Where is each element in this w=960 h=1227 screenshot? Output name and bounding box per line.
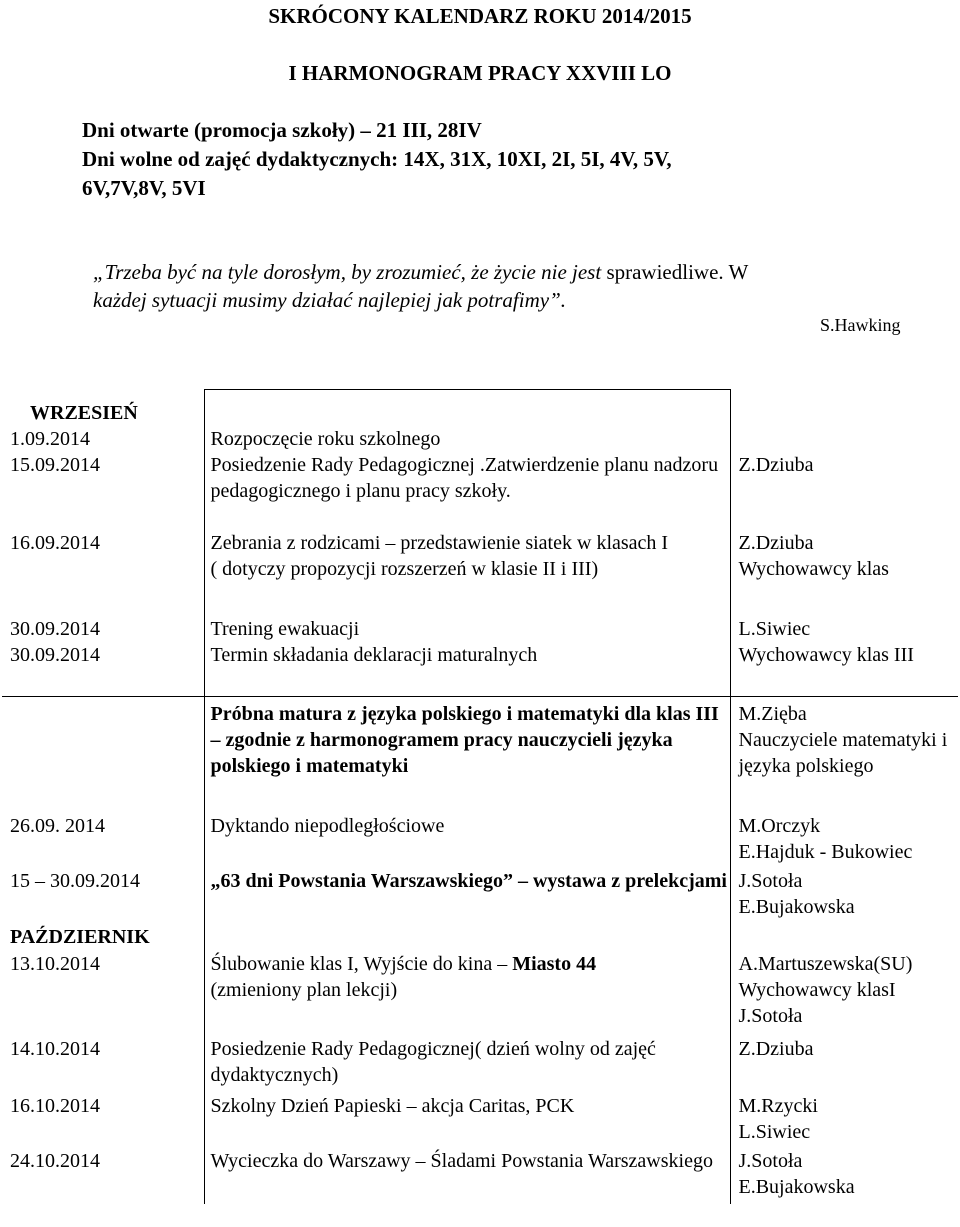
open-days-line: Dni otwarte (promocja szkoły) – 21 III, 28IV — [82, 118, 482, 142]
page-subtitle: I HARMONOGRAM PRACY XXVIII LO — [288, 61, 672, 85]
row-person: Z.Dziuba — [738, 1037, 814, 1060]
table-row — [2, 1093, 958, 1148]
free-days-line-1: Dni wolne od zajęć dydaktycznych: 14X, 31X, 10XI, 2I, 5I, 4V, 5V, — [82, 147, 672, 171]
quote-part-3: każdej sytuacji musimy działać najlepiej jak potrafimy”. — [93, 288, 567, 312]
table-row — [2, 868, 958, 924]
quote-part-1: „Trzeba być na tyle dorosłym, by zrozumieć, że życie nie jest — [93, 260, 602, 284]
row-event: Szkolny Dzień Papieski – akcja Caritas, PCK — [204, 1093, 730, 1148]
month-september: WRZESIEŃ — [30, 401, 138, 424]
row-event: Próbna matura z języka polskiego i matematyki dla klas III – zgodnie z harmonogramem pracy nauczycieli języka polskiego i matematyki — [204, 697, 730, 813]
row-event: „63 dni Powstania Warszawskiego” – wystawa z prelekcjami — [204, 868, 730, 924]
quote — [93, 258, 913, 314]
row-person: Z.Dziuba Wychowawcy klas — [738, 531, 889, 580]
table-row — [2, 1036, 958, 1093]
row-date: 1.09.2014 — [10, 427, 90, 450]
quote-author: S.Hawking — [820, 315, 901, 335]
row-event: Wycieczka do Warszawy – Śladami Powstania Warszawskiego — [204, 1148, 730, 1204]
row-event — [204, 951, 730, 1036]
table-row — [2, 426, 958, 452]
row-event: Posiedzenie Rady Pedagogicznej .Zatwierdzenie planu nadzoru pedagogicznego i planu pracy szkoły. — [204, 452, 730, 530]
row-person: Wychowawcy klas III — [738, 643, 914, 666]
row-event-movie: Miasto 44 — [512, 952, 597, 975]
row-date: 15.09.2014 — [10, 453, 100, 476]
row-date: 30.09.2014 — [10, 617, 100, 640]
row-person: A.Martuszewska(SU) Wychowawcy klasI J.Sotoła — [738, 952, 913, 1027]
row-date: 13.10.2014 — [10, 952, 100, 975]
row-date: 15 – 30.09.2014 — [10, 869, 140, 892]
table-row — [2, 1148, 958, 1204]
row-date: 24.10.2014 — [10, 1149, 100, 1172]
row-event: Termin składania deklaracji maturalnych — [204, 642, 730, 697]
row-date: 14.10.2014 — [10, 1037, 100, 1060]
month-october: PAŹDZIERNIK — [10, 925, 150, 948]
page-title: SKRÓCONY KALENDARZ ROKU 2014/2015 — [268, 4, 692, 28]
row-person: J.Sotoła E.Bujakowska — [738, 1149, 855, 1198]
row-date: 16.09.2014 — [10, 531, 100, 554]
table-row — [2, 697, 958, 813]
row-event: Zebrania z rodzicami – przedstawienie siatek w klasach I ( dotyczy propozycji rozszerzeń w klasie II i III) — [204, 530, 730, 616]
row-date — [2, 697, 204, 813]
row-person: M.Zięba Nauczyciele matematyki i języka polskiego — [730, 697, 958, 813]
table-row — [2, 530, 958, 616]
row-person — [730, 426, 958, 452]
row-person: M.Orczyk E.Hajduk - Bukowiec — [738, 814, 913, 863]
row-person: Z.Dziuba — [738, 453, 814, 476]
quote-part-2: sprawiedliwe. W — [601, 260, 749, 284]
row-event: Dyktando niepodległościowe — [204, 813, 730, 868]
row-event: Posiedzenie Rady Pedagogicznej( dzień wolny od zajęć dydaktycznych) — [204, 1036, 730, 1093]
row-person: L.Siwiec — [738, 617, 811, 640]
row-date: 26.09. 2014 — [10, 814, 105, 837]
table-row — [2, 642, 958, 697]
table-row — [2, 813, 958, 868]
row-event-pre: Ślubowanie klas I, Wyjście do kina – — [210, 952, 513, 975]
calendar-table — [2, 389, 958, 1204]
row-person: M.Rzycki L.Siwiec — [738, 1094, 818, 1143]
row-event-post: (zmieniony plan lekcji) — [210, 978, 398, 1001]
free-days-line-2: 6V,7V,8V, 5VI — [82, 176, 206, 200]
table-row — [2, 951, 958, 1036]
table-row — [2, 452, 958, 530]
row-date: 30.09.2014 — [10, 643, 100, 666]
row-event: Rozpoczęcie roku szkolnego — [204, 426, 730, 452]
row-date: 16.10.2014 — [10, 1094, 100, 1117]
row-person: J.Sotoła E.Bujakowska — [738, 869, 855, 918]
row-event: Trening ewakuacji — [204, 616, 730, 642]
table-row — [2, 616, 958, 642]
